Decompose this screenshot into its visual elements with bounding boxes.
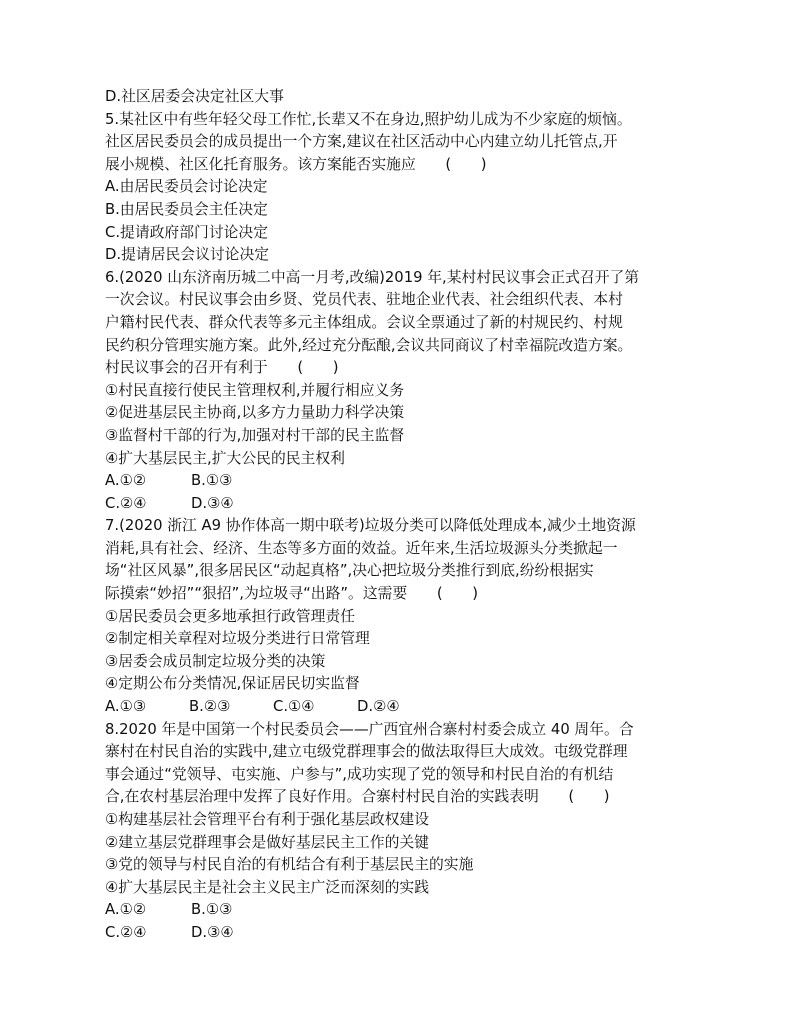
q5-option-c: C.提请政府部门讨论决定 <box>105 223 269 241</box>
q6-item-4: ④扩大基层民主,扩大公民的民主权利 <box>105 449 345 467</box>
q5-option-d: D.提请居民会议讨论决定 <box>105 246 270 264</box>
q8-item-3: ③党的领导与村民自治的有机结合有利于基层民主的实施 <box>105 856 474 874</box>
q7-options-row <box>105 696 705 719</box>
q6-item-2: ②促进基层民主协商,以多方力量助力科学决策 <box>105 404 405 422</box>
q8-options-row-2 <box>105 922 705 945</box>
q7-item-1: ①居民委员会更多地承担行政管理责任 <box>105 607 356 625</box>
q6-stem-line: 户籍村民代表、群众代表等多元主体组成。会议全票通过了新的村规民约、村规 <box>105 313 623 331</box>
q6-options-row-1 <box>105 470 705 493</box>
q8-stem-line: 合,在农村基层治理中发挥了良好作用。合寨村村民自治的实践表明 ( ) <box>105 788 610 806</box>
question-7 <box>105 515 705 718</box>
q8-stem-line: 事会通过“党领导、屯实施、户参与”,成功实现了党的领导和村民自治的有机结 <box>105 765 614 783</box>
q6-stem-line: 民约积分管理实施方案。此外,经过充分酝酿,会议共同商议了村幸福院改造方案。 <box>105 336 633 354</box>
q6-option-a: A.①② <box>105 472 147 490</box>
q7-stem-line: 际摸索“妙招”“狠招”,为垃圾寻“出路”。这需要 ( ) <box>105 585 478 603</box>
q7-item-4: ④定期公布分类情况,保证居民切实监督 <box>105 675 360 693</box>
q6-options-row-2 <box>105 493 705 516</box>
q7-stem-line: 7.(2020 浙江 A9 协作体高一期中联考)垃圾分类可以降低处理成本,减少土地资源 <box>105 517 636 535</box>
q8-option-a: A.①② <box>105 901 147 919</box>
q7-option-a: A.①③ <box>105 698 147 716</box>
q8-stem-line: 8.2020 年是中国第一个村民委员会——广西宜州合寨村村委会成立 40 周年。合 <box>105 720 634 738</box>
q5-stem-line: 展小规模、社区化托育服务。该方案能否实施应 ( ) <box>105 155 487 173</box>
q5-stem-line: 5.某社区中有些年轻父母工作忙,长辈又不在身边,照护幼儿成为不少家庭的烦恼。 <box>105 110 632 128</box>
q6-stem-line: 村民议事会的召开有利于 ( ) <box>105 359 339 377</box>
q6-stem-line: 6.(2020 山东济南历城二中高一月考,改编)2019 年,某村村民议事会正式召开了第 <box>105 268 640 286</box>
q4-option-d: D.社区居委会决定社区大事 <box>105 88 284 105</box>
q6-stem-line: 一次会议。村民议事会由乡贤、党员代表、驻地企业代表、社会组织代表、本村 <box>105 291 623 309</box>
q7-stem-line: 场“社区风暴”,很多居民区“动起真格”,决心把垃圾分类推行到底,纷纷根据实 <box>105 562 594 580</box>
q8-option-b: B.①③ <box>191 901 233 919</box>
question-content <box>105 86 705 945</box>
q7-option-d: D.②④ <box>357 698 400 716</box>
q6-option-d: D.③④ <box>191 494 234 512</box>
q8-item-1: ①构建基层社会管理平台有利于强化基层政权建设 <box>105 811 430 828</box>
q5-option-a: A.由居民委员会讨论决定 <box>105 178 268 196</box>
q7-stem-line: 消耗,具有社会、经济、生态等多方面的效益。近年来,生活垃圾源头分类掀起一 <box>105 539 618 557</box>
q8-item-4: ④扩大基层民主是社会主义民主广泛而深刻的实践 <box>105 878 430 896</box>
q5-stem-line: 社区居民委员会的成员提出一个方案,建议在社区活动中心内建立幼儿托管点,开 <box>105 133 618 151</box>
question-6 <box>105 267 705 516</box>
question-5 <box>105 109 705 267</box>
q6-option-b: B.①③ <box>191 472 233 490</box>
q6-item-3: ③监督村干部的行为,加强对村干部的民主监督 <box>105 426 405 444</box>
q8-option-c: C.②④ <box>105 923 147 941</box>
q8-item-2: ②建立基层党群理事会是做好基层民主工作的关键 <box>105 833 430 851</box>
q5-option-b: B.由居民委员会主任决定 <box>105 200 268 218</box>
q8-option-d: D.③④ <box>191 923 234 941</box>
q8-stem-line: 寨村在村民自治的实践中,建立屯级党群理事会的做法取得巨大成效。屯级党群理 <box>105 743 628 761</box>
q6-item-1: ①村民直接行使民主管理权利,并履行相应义务 <box>105 381 405 399</box>
question-8 <box>105 719 705 945</box>
q8-options-row-1 <box>105 899 705 922</box>
q7-option-c: C.①④ <box>273 698 315 716</box>
q6-option-c: C.②④ <box>105 494 147 512</box>
q7-option-b: B.②③ <box>189 698 231 716</box>
q7-item-2: ②制定相关章程对垃圾分类进行日常管理 <box>105 630 370 648</box>
q7-item-3: ③居委会成员制定垃圾分类的决策 <box>105 652 326 670</box>
